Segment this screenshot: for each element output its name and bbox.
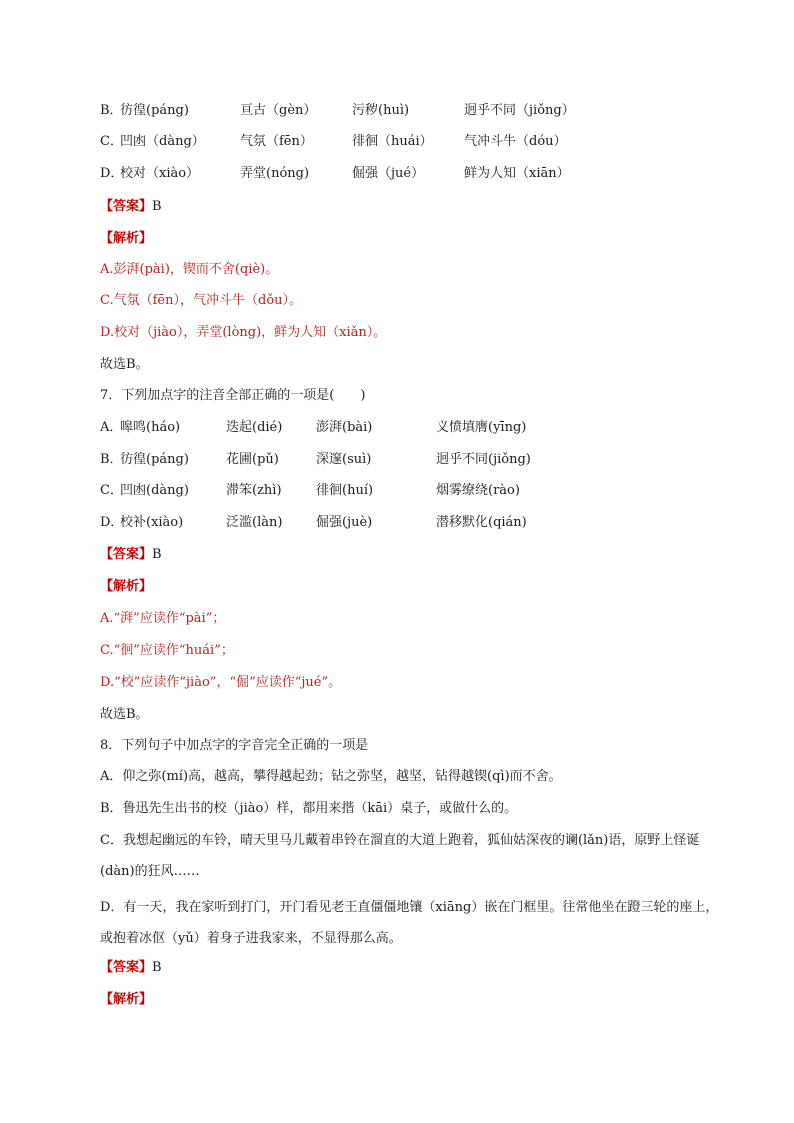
q7-option-item: 迭起(dié)	[226, 420, 283, 435]
answer-tag: 【答案】	[100, 199, 153, 214]
q7-option-label: D．	[100, 515, 124, 530]
q6-analysis-line: A.彭湃(pài)，锲而不舍(qiè)。	[100, 262, 279, 277]
q7-option-label: B．	[100, 452, 123, 467]
answer-tag: 【答案】	[100, 547, 153, 562]
q7-option-item: 义愤填膺(yīng)	[436, 420, 527, 435]
q7-option-item: 倔强(juè)	[316, 515, 373, 530]
q7-stem: 7．下列加点字的注音全部正确的一项是( )	[100, 388, 366, 403]
q6-option-item: 亘古（gèn）	[240, 103, 317, 118]
q6-option-item: 气冲斗牛（dóu）	[464, 134, 567, 149]
q6-option-item: 污秽(huì)	[352, 103, 410, 118]
q7-option-item: 校补(xiào)	[120, 515, 184, 530]
q7-conclusion: 故选B。	[100, 707, 149, 722]
q7-analysis-line: C.“徊”应读作“huái”；	[100, 643, 234, 658]
q8-option: A．仰之弥(mí)高，越高，攀得越起劲；钻之弥坚，越坚，钻得越锲(qì)而不舍。	[100, 769, 562, 784]
q6-option-item: 倔强（jué）	[352, 166, 425, 181]
answer-value: B	[152, 547, 162, 562]
q7-option-item: 澎湃(bài)	[316, 420, 373, 435]
q7-option-item: 嗥鸣(háo)	[120, 420, 181, 435]
q8-answer	[100, 958, 162, 978]
q6-option-label: C．	[100, 134, 123, 149]
q7-option-item: 滞笨(zhì)	[226, 483, 282, 498]
q6-analysis-line: C.气氛（fēn），气冲斗牛（dǒu）。	[100, 293, 303, 308]
q7-option-item: 泛滥(làn)	[226, 515, 283, 530]
answer-value: B	[152, 199, 162, 214]
q6-analysis-tag: 【解析】	[100, 231, 153, 246]
q6-option-item: 迥乎不同（jiǒng）	[464, 103, 575, 118]
q6-conclusion: 故选B。	[100, 357, 149, 372]
q7-answer	[100, 545, 162, 565]
q7-option-item: 迥乎不同(jiǒng)	[436, 452, 531, 467]
q6-option-item: 气氛（fēn）	[240, 134, 313, 149]
q7-option-item: 烟雾缭绕(rào)	[436, 483, 520, 498]
q7-option-item: 花圃(pǔ)	[226, 452, 279, 467]
q6-option-label: B．	[100, 103, 123, 118]
q6-option-item: 彷徨(páng)	[120, 103, 189, 118]
q7-option-label: C．	[100, 483, 123, 498]
q8-option: B．鲁迅先生出书的校（jiào）样，都用来揩（kāi）桌子，或做什么的。	[100, 801, 518, 816]
q7-option-item: 潜移默化(qián)	[436, 515, 527, 530]
q8-option: C．我想起幽远的车铃，晴天里马儿戴着串铃在溜直的大道上跑着，狐仙姑深夜的谰(lǎn)语，原野上怪诞(dàn)的狂风……	[100, 833, 700, 879]
q6-analysis-line: D.校对（jiào），弄堂(lòng)，鲜为人知（xiǎn）。	[100, 325, 387, 340]
q6-option-item: 鲜为人知（xiān）	[464, 166, 570, 181]
q6-option-item: 校对（xiào）	[120, 166, 200, 181]
q8-option: D．有一天，我在家听到打门，开门看见老王直僵僵地镶（xiāng）嵌在门框里。往常他坐在蹬三轮的座上，或抱着冰伛（yǔ）着身子进我家来，不显得那么高。	[100, 900, 719, 946]
q6-option-label: D．	[100, 166, 124, 181]
q7-option-label: A．	[100, 420, 123, 435]
answer-tag: 【答案】	[100, 960, 153, 975]
q6-option-item: 徘徊（huái）	[352, 134, 433, 149]
q7-option-item: 彷徨(páng)	[120, 452, 189, 467]
q7-option-item: 徘徊(huí)	[316, 483, 374, 498]
q7-analysis-tag: 【解析】	[100, 579, 153, 594]
q7-analysis-line: A.“湃”应读作“pài”；	[100, 611, 226, 626]
q8-analysis-tag: 【解析】	[100, 992, 153, 1007]
answer-value: B	[152, 960, 162, 975]
q7-option-item: 深邃(suì)	[316, 452, 372, 467]
q6-answer	[100, 197, 162, 217]
q7-analysis-line: D.“校”应读作“jiào”，“倔”应读作“jué”。	[100, 675, 342, 690]
q7-option-item: 凹凼(dàng)	[120, 483, 189, 498]
q6-option-item: 弄堂(nóng)	[240, 166, 310, 181]
q8-stem: 8．下列句子中加点字的字音完全正确的一项是	[100, 738, 369, 753]
q6-option-item: 凹凼（dàng）	[120, 134, 205, 149]
